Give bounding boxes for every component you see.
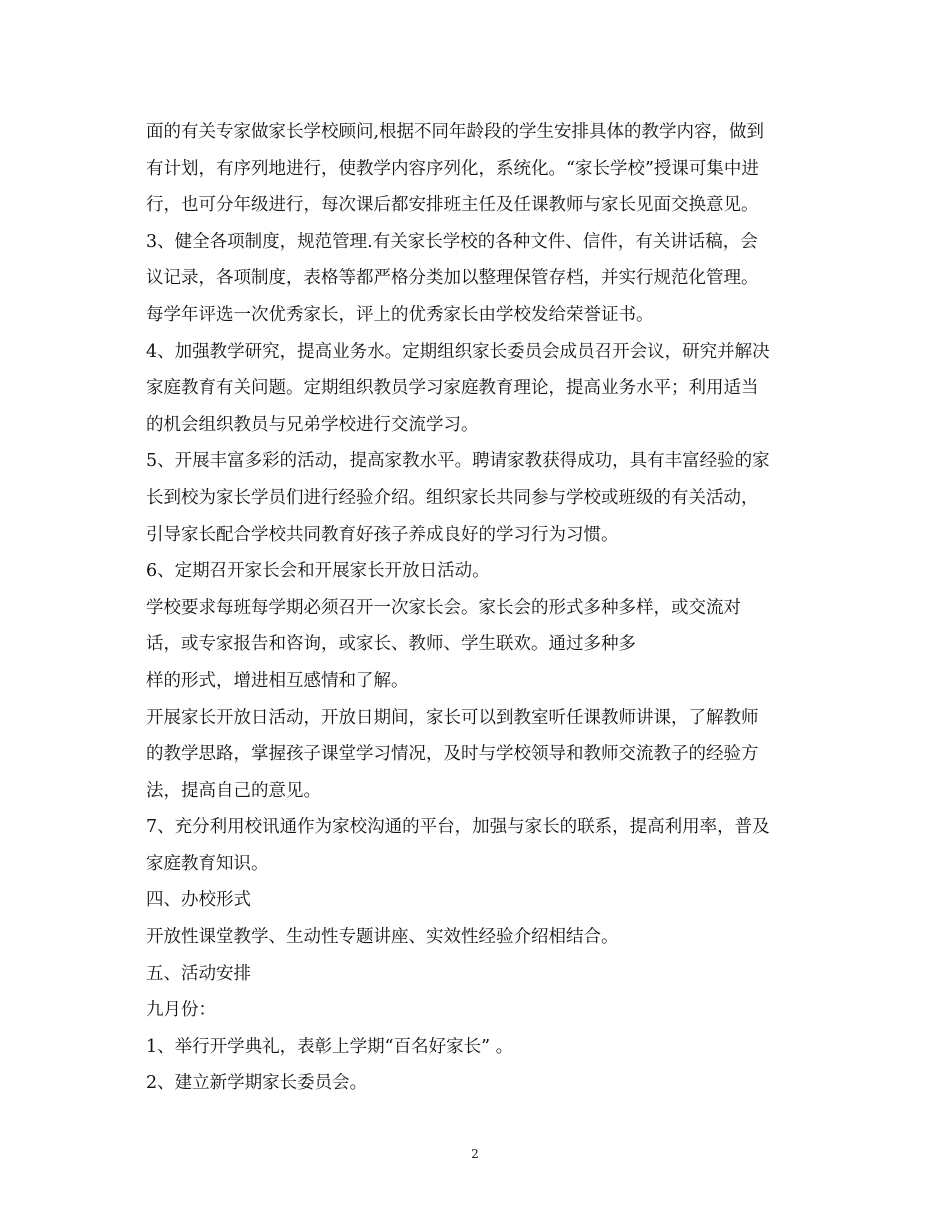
section-heading: 五、活动安排 — [146, 963, 251, 984]
list-item: 1、举行开学典礼，表彰上学期“百名好家长” 。 — [146, 1036, 514, 1057]
text-line: 的机会组织教员与兄弟学校进行交流学习。 — [146, 414, 479, 435]
text-line: 话，或专家报告和咨询，或家长、教师、学生联欢。通过多种多 — [146, 634, 636, 655]
text-line: 7、充分利用校讯通作为家校沟通的平台，加强与家长的联系，提高利用率，普及 — [146, 817, 770, 838]
list-item: 2、建立新学期家长委员会。 — [146, 1073, 368, 1094]
text-line: 行，也可分年级进行，每次课后都安排班主任及任课教师与家长见面交换意见。 — [146, 195, 759, 216]
text-line: 的教学思路，掌握孩子课堂学习情况，及时与学校领导和教师交流教子的经验方 — [146, 744, 759, 765]
text-line: 样的形式，增进相互感情和了解。 — [146, 670, 409, 691]
text-line: 面的有关专家做家长学校顾问,根据不同年龄段的学生安排具体的教学内容，做到 — [146, 122, 765, 142]
text-line: 3、健全各项制度，规范管理.有关家长学校的各种文件、信件，有关讲话稿，会 — [146, 231, 758, 252]
text-line: 议记录，各项制度，表格等都严格分类加以整理保管存档，并实行规范化管理。 — [146, 268, 759, 289]
text-line: 学校要求每班每学期必须召开一次家长会。家长会的形式多种多样，或交流对 — [146, 597, 741, 618]
document-body — [146, 114, 826, 1102]
section-heading: 四、办校形式 — [146, 890, 251, 911]
text-line: 有计划，有序列地进行，使教学内容序列化，系统化。“家长学校”授课可集中进 — [146, 158, 759, 179]
page-number: 2 — [471, 1147, 479, 1161]
text-line: 开展家长开放日活动，开放日期间，家长可以到教室听任课教师讲课，了解教师 — [146, 707, 759, 728]
text-line: 开放性课堂教学、生动性专题讲座、实效性经验介绍相结合。 — [146, 927, 619, 948]
text-line: 家庭教育知识。 — [146, 853, 269, 874]
text-line: 5、开展丰富多彩的活动，提高家教水平。聘请家教获得成功，具有丰富经验的家 — [146, 451, 770, 472]
text-line: 引导家长配合学校共同教育好孩子养成良好的学习行为习惯。 — [146, 524, 619, 545]
text-line: 法，提高自己的意见。 — [146, 780, 321, 801]
text-line: 长到校为家长学员们进行经验介绍。组织家长共同参与学校或班级的有关活动， — [146, 487, 759, 508]
subheading-month: 九月份： — [146, 1000, 216, 1021]
text-line: 家庭教育有关问题。定期组织教员学习家庭教育理论，提高业务水平；利用适当 — [146, 378, 759, 399]
text-line: 4、加强教学研究，提高业务水。定期组织家长委员会成员召开会议，研究并解决 — [146, 341, 770, 362]
text-line: 每学年评选一次优秀家长，评上的优秀家长由学校发给荣誉证书。 — [146, 304, 654, 325]
section-heading-line: 6、定期召开家长会和开展家长开放日活动。 — [146, 561, 490, 582]
